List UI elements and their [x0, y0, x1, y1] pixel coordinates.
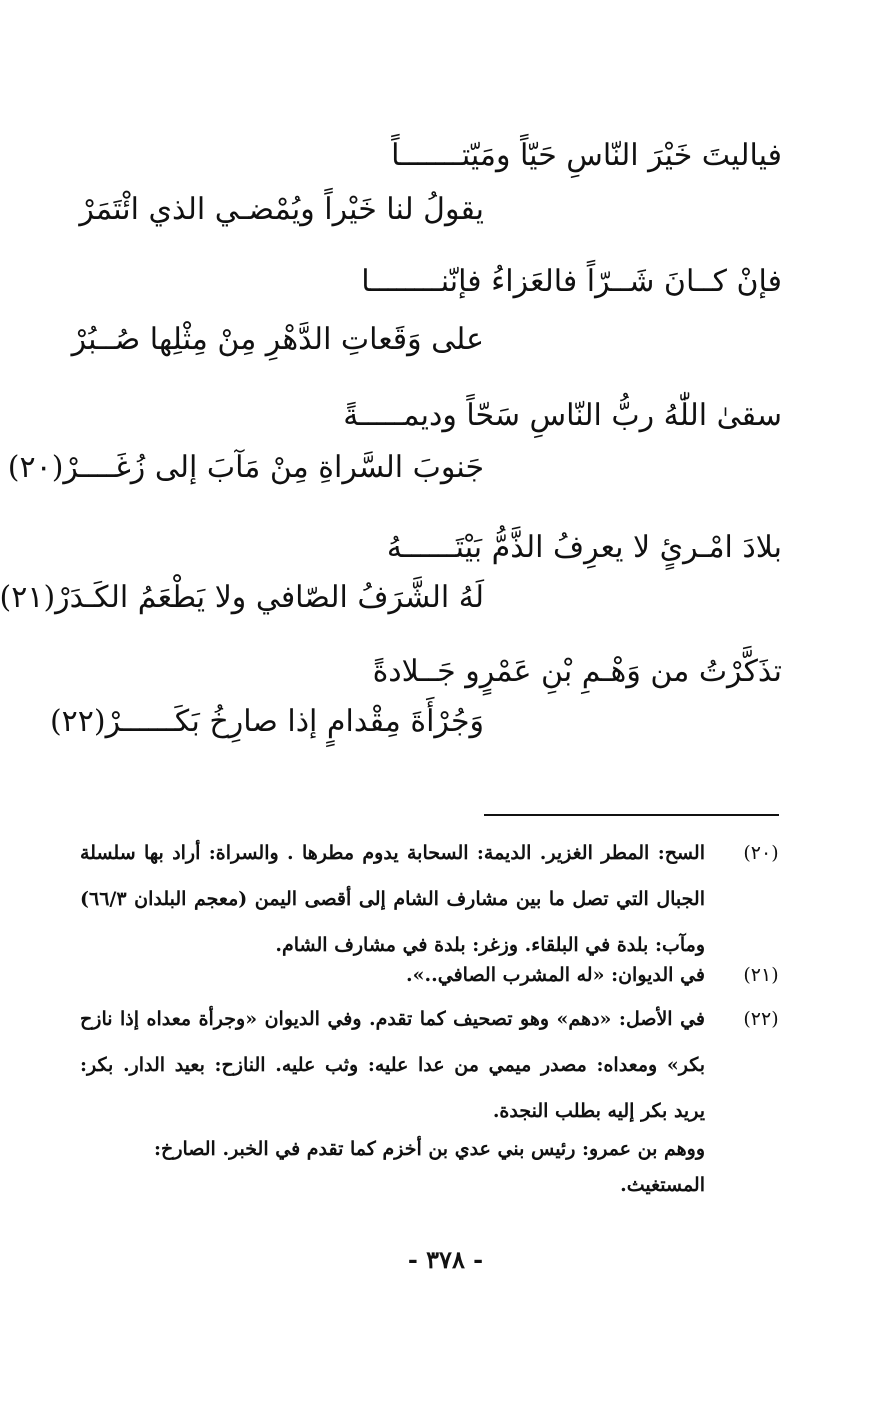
- verse-3-first-hemistich: سقىٰ اللّٰهُ ربُّ النّاسِ سَحّاً وديمـــــةً: [343, 398, 782, 433]
- footnote-22-continuation-end: المستغيث.: [620, 1174, 705, 1196]
- verse-5-second-hemistich: وَجُرْأَةَ مِقْدامٍ إذا صارِخُ بَكَــــــرْ(٢٢): [49, 704, 484, 739]
- verse-2-first-hemistich: فإنْ كــانَ شَــرّاً فالعَزاءُ فإنّنــــــــا: [361, 264, 782, 299]
- verse-2-second-hemistich: على وَقَعاتِ الدَّهْرِ مِنْ مِثْلِها صُــبُرْ: [71, 322, 484, 357]
- verse-3-second-hemistich: جَنوبَ السَّراةِ مِنْ مَآبَ إلى زُغَــــرْ(٢٠): [7, 450, 484, 485]
- verse-5-first-hemistich: تذَكَّرْتُ من وَهْـمِ بْنِ عَمْرٍو جَــلادةً: [372, 654, 782, 689]
- verse-4-second-hemistich: لَهُ الشَّرَفُ الصّافي ولا يَطْعَمُ الكَـدَرْ(٢١): [0, 580, 484, 615]
- footnote-22-number: (٢٢): [743, 1008, 779, 1030]
- page-number: - ٣٧٨ -: [407, 1245, 484, 1274]
- footnote-21-text: في الديوان: «له المشرب الصافي..».: [406, 964, 705, 986]
- footnote-separator: [484, 814, 779, 816]
- footnote-22-text: في الأصل: «دهم» وهو تصحيف كما تقدم. وفي الديوان «وجرأة معداه إذا نازح بكر» ومعداه: مصدر ميمي من عدا عليه: وثب عليه. النازح: بعيد الدار. بكر: يريد بكر إليه بطلب النجدة.: [80, 1008, 705, 1122]
- footnote-21-number: (٢١): [743, 964, 779, 986]
- footnote-20-number: (٢٠): [743, 842, 779, 864]
- verse-1-second-hemistich: يقولُ لنا خَيْراً ويُمْضـي الذي ائْتَمَرْ: [79, 192, 484, 227]
- verse-1-first-hemistich: فياليتَ خَيْرَ النّاسِ حَيّاً ومَيّتـــــــاً: [391, 138, 782, 173]
- verse-4-first-hemistich: بلادَ امْـرئٍ لا يعرِفُ الذَّمُّ بَيْتَــــــهُ: [386, 530, 782, 565]
- footnote-20-text: السح: المطر الغزير. الديمة: السحابة يدوم مطرها . والسراة: أراد بها سلسلة الجبال التي تصل ما بين مشارف الشام إلى أقصى اليمن (معجم البلدان ٦٦/٣) ومآب: بلدة في البلقاء. وزغر: بلدة في مشارف الشام.: [80, 842, 705, 956]
- footnote-22-continuation: ووهم بن عمرو: رئيس بني عدي بن أخزم كما تقدم في الخبر. الصارخ:: [154, 1138, 705, 1160]
